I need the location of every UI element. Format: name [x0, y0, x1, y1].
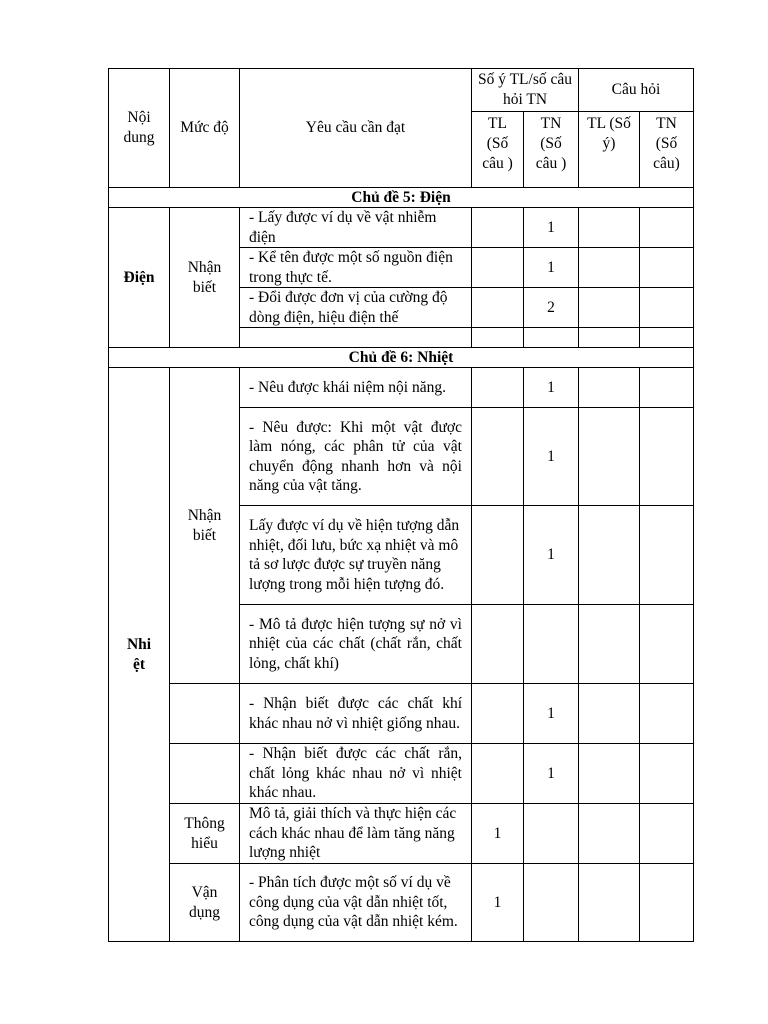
tl-cell: 1	[472, 804, 524, 864]
tn-cell: 2	[524, 288, 579, 328]
header-cau-hoi: Câu hỏi	[579, 69, 694, 112]
empty-cell	[640, 368, 694, 408]
tl-cell	[472, 208, 524, 248]
tn-cell: 1	[524, 368, 579, 408]
tn-cell	[524, 605, 579, 684]
topic-5-title: Chủ đề 5: Điện	[109, 188, 694, 208]
tl-cell	[472, 744, 524, 804]
empty-level-cell	[170, 684, 240, 744]
header-so-y: Số ý TL/số câu hỏi TN	[472, 69, 579, 112]
empty-cell	[640, 864, 694, 942]
empty-cell	[579, 288, 640, 328]
empty-cell	[640, 408, 694, 506]
empty-cell	[640, 684, 694, 744]
tn-cell	[524, 804, 579, 864]
empty-cell	[579, 744, 640, 804]
req-cell: - Nhận biết được các chất khí khác nhau nở vì nhiệt giống nhau.	[240, 684, 472, 744]
empty-cell	[579, 506, 640, 605]
empty-cell	[579, 804, 640, 864]
tl-cell	[472, 684, 524, 744]
content-nhiet-label: Nhiệt	[126, 636, 152, 673]
tl-cell	[472, 605, 524, 684]
content-dien: Điện	[109, 208, 170, 348]
empty-cell	[579, 368, 640, 408]
req-cell: - Đổi được đơn vị của cường độ dòng điện, hiệu điện thế	[240, 288, 472, 328]
header-noi-dung: Nội dung	[109, 69, 170, 188]
empty-cell	[472, 328, 524, 348]
empty-cell	[640, 248, 694, 288]
empty-cell	[640, 804, 694, 864]
topic-6-title: Chủ đề 6: Nhiệt	[109, 348, 694, 368]
empty-cell	[579, 684, 640, 744]
header-tn-so-cau: TN (Số câu )	[524, 112, 579, 188]
req-cell: - Kể tên được một số nguồn điện trong thực tế.	[240, 248, 472, 288]
level-van-dung: Vận dụng	[170, 864, 240, 942]
tn-cell: 1	[524, 684, 579, 744]
empty-cell	[640, 605, 694, 684]
empty-cell	[579, 864, 640, 942]
header-tn-so-cau-2: TN (Số câu)	[640, 112, 694, 188]
tl-cell	[472, 288, 524, 328]
tl-cell	[472, 506, 524, 605]
matrix-table	[108, 68, 694, 942]
tn-cell: 1	[524, 208, 579, 248]
req-cell: - Nhận biết được các chất rắn, chất lỏng khác nhau nở vì nhiệt khác nhau.	[240, 744, 472, 804]
req-cell: - Nêu được khái niệm nội năng.	[240, 368, 472, 408]
empty-cell	[640, 208, 694, 248]
tn-cell: 1	[524, 248, 579, 288]
empty-cell	[579, 408, 640, 506]
empty-cell	[640, 288, 694, 328]
empty-cell	[579, 208, 640, 248]
tl-cell	[472, 408, 524, 506]
header-tl-so-y: TL (Số ý)	[579, 112, 640, 188]
empty-cell	[524, 328, 579, 348]
req-cell: - Lấy được ví dụ về vật nhiễm điện	[240, 208, 472, 248]
level-thong-hieu: Thông hiểu	[170, 804, 240, 864]
header-tl-so-cau: TL (Số câu )	[472, 112, 524, 188]
tn-cell: 1	[524, 506, 579, 605]
level-nhan-biet: Nhận biết	[170, 368, 240, 684]
req-cell: Lấy được ví dụ về hiện tượng dẫn nhiệt, đối lưu, bức xạ nhiệt và mô tả sơ lược được sự truyền năng lượng trong mỗi hiện tượng đó.	[240, 506, 472, 605]
empty-cell	[240, 328, 472, 348]
tn-cell: 1	[524, 408, 579, 506]
req-cell: - Phân tích được một số ví dụ về công dụng của vật dẫn nhiệt tốt, công dụng của vật dẫn nhiệt kém.	[240, 864, 472, 942]
empty-cell	[579, 248, 640, 288]
empty-level-cell	[170, 744, 240, 804]
req-cell: - Nêu được: Khi một vật được làm nóng, các phân tử của vật chuyển động nhanh hơn và nội năng của vật tăng.	[240, 408, 472, 506]
level-nhan-biet: Nhận biết	[170, 208, 240, 348]
empty-cell	[640, 506, 694, 605]
tl-cell	[472, 248, 524, 288]
req-cell: - Mô tả được hiện tượng sự nở vì nhiệt của các chất (chất rắn, chất lỏng, chất khí)	[240, 605, 472, 684]
header-yeu-cau: Yêu cầu cần đạt	[240, 69, 472, 188]
header-muc-do: Mức độ	[170, 69, 240, 188]
tl-cell	[472, 368, 524, 408]
tn-cell: 1	[524, 744, 579, 804]
empty-cell	[640, 744, 694, 804]
empty-cell	[579, 328, 640, 348]
empty-cell	[579, 605, 640, 684]
content-nhiet	[109, 368, 170, 942]
req-cell: Mô tả, giải thích và thực hiện các cách khác nhau để làm tăng năng lượng nhiệt	[240, 804, 472, 864]
tn-cell	[524, 864, 579, 942]
tl-cell: 1	[472, 864, 524, 942]
empty-cell	[640, 328, 694, 348]
